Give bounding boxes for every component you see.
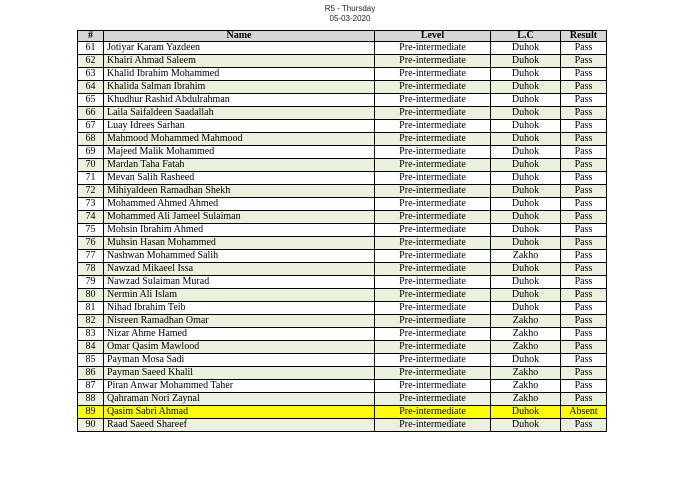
session-date: 05-03-2020 <box>329 14 371 23</box>
row-number: 72 <box>78 185 104 198</box>
exam-result: Absent <box>561 406 607 419</box>
exam-result: Pass <box>561 68 607 81</box>
exam-result: Pass <box>561 302 607 315</box>
student-name: Khalid Ibrahim Mohammed <box>104 68 375 81</box>
student-name: Mevan Salih Rasheed <box>104 172 375 185</box>
table-row <box>78 68 607 81</box>
student-level: Pre-intermediate <box>375 250 491 263</box>
exam-result: Pass <box>561 367 607 380</box>
learning-center: Duhok <box>491 211 561 224</box>
learning-center: Duhok <box>491 185 561 198</box>
row-number: 83 <box>78 328 104 341</box>
row-number: 69 <box>78 146 104 159</box>
learning-center: Duhok <box>491 354 561 367</box>
session-title: R5 - Thursday <box>324 4 376 13</box>
table-row <box>78 354 607 367</box>
student-level: Pre-intermediate <box>375 315 491 328</box>
student-level: Pre-intermediate <box>375 224 491 237</box>
student-name: Mihiyaldeen Ramadhan Shekh <box>104 185 375 198</box>
exam-result: Pass <box>561 42 607 55</box>
student-name: Khairi Ahmad Saleem <box>104 55 375 68</box>
student-name: Nihad Ibrahim Teib <box>104 302 375 315</box>
table-row <box>78 133 607 146</box>
learning-center: Duhok <box>491 172 561 185</box>
results-table <box>77 30 607 432</box>
exam-result: Pass <box>561 224 607 237</box>
student-name: Mohammed Ali Jameel Sulaiman <box>104 211 375 224</box>
student-name: Omar Qasim Mawlood <box>104 341 375 354</box>
exam-result: Pass <box>561 198 607 211</box>
student-level: Pre-intermediate <box>375 419 491 432</box>
column-header-number: # <box>78 31 104 42</box>
student-level: Pre-intermediate <box>375 328 491 341</box>
table-row <box>78 276 607 289</box>
table-row <box>78 146 607 159</box>
student-level: Pre-intermediate <box>375 302 491 315</box>
table-row <box>78 315 607 328</box>
table-row <box>78 42 607 55</box>
table-header-row <box>78 31 607 42</box>
table-row <box>78 55 607 68</box>
student-name: Nermin Ali Islam <box>104 289 375 302</box>
row-number: 81 <box>78 302 104 315</box>
student-name: Nizar Ahme Hamed <box>104 328 375 341</box>
row-number: 88 <box>78 393 104 406</box>
row-number: 76 <box>78 237 104 250</box>
row-number: 74 <box>78 211 104 224</box>
learning-center: Duhok <box>491 276 561 289</box>
exam-result: Pass <box>561 211 607 224</box>
table-row <box>78 198 607 211</box>
exam-result: Pass <box>561 133 607 146</box>
student-name: Qahraman Nori Zaynal <box>104 393 375 406</box>
learning-center: Duhok <box>491 55 561 68</box>
row-number: 80 <box>78 289 104 302</box>
table-row <box>78 393 607 406</box>
student-name: Khalida Salman Ibrahim <box>104 81 375 94</box>
row-number: 85 <box>78 354 104 367</box>
row-number: 71 <box>78 172 104 185</box>
student-name: Mahmood Mohammed Mahmood <box>104 133 375 146</box>
table-row <box>78 289 607 302</box>
student-level: Pre-intermediate <box>375 289 491 302</box>
learning-center: Zakho <box>491 250 561 263</box>
learning-center: Duhok <box>491 406 561 419</box>
student-level: Pre-intermediate <box>375 367 491 380</box>
table-row <box>78 406 607 419</box>
column-header-level: Level <box>375 31 491 42</box>
table-row <box>78 419 607 432</box>
row-number: 61 <box>78 42 104 55</box>
exam-result: Pass <box>561 276 607 289</box>
table-row <box>78 120 607 133</box>
table-row <box>78 250 607 263</box>
row-number: 73 <box>78 198 104 211</box>
student-level: Pre-intermediate <box>375 42 491 55</box>
learning-center: Duhok <box>491 42 561 55</box>
student-level: Pre-intermediate <box>375 380 491 393</box>
exam-result: Pass <box>561 393 607 406</box>
student-level: Pre-intermediate <box>375 107 491 120</box>
student-name: Mohammed Ahmed Ahmed <box>104 198 375 211</box>
table-row <box>78 107 607 120</box>
student-level: Pre-intermediate <box>375 94 491 107</box>
learning-center: Duhok <box>491 237 561 250</box>
exam-result: Pass <box>561 419 607 432</box>
student-level: Pre-intermediate <box>375 55 491 68</box>
column-header-result: Result <box>561 31 607 42</box>
exam-result: Pass <box>561 55 607 68</box>
learning-center: Duhok <box>491 224 561 237</box>
student-name: Qasim Sabri Ahmad <box>104 406 375 419</box>
student-name: Laila Saifaldeen Saadallah <box>104 107 375 120</box>
student-name: Piran Anwar Mohammed Taher <box>104 380 375 393</box>
row-number: 67 <box>78 120 104 133</box>
student-level: Pre-intermediate <box>375 263 491 276</box>
student-level: Pre-intermediate <box>375 185 491 198</box>
exam-result: Pass <box>561 81 607 94</box>
student-name: Muhsin Hasan Mohammed <box>104 237 375 250</box>
student-name: Payman Mosa Sadi <box>104 354 375 367</box>
exam-result: Pass <box>561 380 607 393</box>
row-number: 65 <box>78 94 104 107</box>
learning-center: Zakho <box>491 393 561 406</box>
learning-center: Duhok <box>491 263 561 276</box>
student-level: Pre-intermediate <box>375 81 491 94</box>
student-level: Pre-intermediate <box>375 237 491 250</box>
table-row <box>78 263 607 276</box>
learning-center: Duhok <box>491 68 561 81</box>
table-row <box>78 380 607 393</box>
row-number: 70 <box>78 159 104 172</box>
row-number: 77 <box>78 250 104 263</box>
row-number: 82 <box>78 315 104 328</box>
exam-result: Pass <box>561 185 607 198</box>
table-row <box>78 237 607 250</box>
exam-result: Pass <box>561 250 607 263</box>
student-name: Nashwan Mohammed Salih <box>104 250 375 263</box>
learning-center: Duhok <box>491 94 561 107</box>
row-number: 62 <box>78 55 104 68</box>
table-row <box>78 211 607 224</box>
student-name: Majeed Malik Mohammed <box>104 146 375 159</box>
student-level: Pre-intermediate <box>375 68 491 81</box>
learning-center: Zakho <box>491 341 561 354</box>
table-row <box>78 367 607 380</box>
student-level: Pre-intermediate <box>375 198 491 211</box>
row-number: 75 <box>78 224 104 237</box>
learning-center: Duhok <box>491 107 561 120</box>
row-number: 79 <box>78 276 104 289</box>
learning-center: Duhok <box>491 81 561 94</box>
learning-center: Duhok <box>491 159 561 172</box>
exam-result: Pass <box>561 263 607 276</box>
exam-result: Pass <box>561 94 607 107</box>
table-row <box>78 94 607 107</box>
learning-center: Duhok <box>491 133 561 146</box>
student-name: Jotiyar Karam Yazdeen <box>104 42 375 55</box>
student-name: Mohsin Ibrahim Ahmed <box>104 224 375 237</box>
student-name: Payman Saeed Khalil <box>104 367 375 380</box>
student-level: Pre-intermediate <box>375 276 491 289</box>
learning-center: Duhok <box>491 198 561 211</box>
learning-center: Duhok <box>491 289 561 302</box>
exam-result: Pass <box>561 289 607 302</box>
table-row <box>78 185 607 198</box>
exam-result: Pass <box>561 341 607 354</box>
student-name: Luay Idrees Sarhan <box>104 120 375 133</box>
row-number: 66 <box>78 107 104 120</box>
student-level: Pre-intermediate <box>375 159 491 172</box>
student-level: Pre-intermediate <box>375 133 491 146</box>
table-row <box>78 302 607 315</box>
row-number: 87 <box>78 380 104 393</box>
table-row <box>78 81 607 94</box>
student-name: Mardan Taha Fatah <box>104 159 375 172</box>
table-row <box>78 224 607 237</box>
row-number: 78 <box>78 263 104 276</box>
student-level: Pre-intermediate <box>375 146 491 159</box>
exam-result: Pass <box>561 159 607 172</box>
exam-result: Pass <box>561 120 607 133</box>
row-number: 64 <box>78 81 104 94</box>
exam-result: Pass <box>561 328 607 341</box>
exam-result: Pass <box>561 146 607 159</box>
row-number: 90 <box>78 419 104 432</box>
student-level: Pre-intermediate <box>375 341 491 354</box>
student-name: Nisreen Ramadhan Omar <box>104 315 375 328</box>
table-row <box>78 328 607 341</box>
student-name: Nawzad Mikaeel Issa <box>104 263 375 276</box>
learning-center: Duhok <box>491 146 561 159</box>
learning-center: Zakho <box>491 367 561 380</box>
column-header-lc: L.C <box>491 31 561 42</box>
student-level: Pre-intermediate <box>375 406 491 419</box>
student-level: Pre-intermediate <box>375 211 491 224</box>
student-name: Raad Saeed Shareef <box>104 419 375 432</box>
exam-result: Pass <box>561 354 607 367</box>
exam-result: Pass <box>561 237 607 250</box>
table-row <box>78 341 607 354</box>
row-number: 84 <box>78 341 104 354</box>
student-level: Pre-intermediate <box>375 120 491 133</box>
learning-center: Duhok <box>491 302 561 315</box>
learning-center: Zakho <box>491 315 561 328</box>
learning-center: Zakho <box>491 328 561 341</box>
exam-result: Pass <box>561 107 607 120</box>
learning-center: Zakho <box>491 380 561 393</box>
row-number: 86 <box>78 367 104 380</box>
row-number: 68 <box>78 133 104 146</box>
exam-result: Pass <box>561 172 607 185</box>
table-row <box>78 172 607 185</box>
table-row <box>78 159 607 172</box>
student-name: Khudhur Rashid Abdulrahman <box>104 94 375 107</box>
student-level: Pre-intermediate <box>375 354 491 367</box>
row-number: 89 <box>78 406 104 419</box>
learning-center: Duhok <box>491 120 561 133</box>
exam-result: Pass <box>561 315 607 328</box>
learning-center: Duhok <box>491 419 561 432</box>
column-header-name: Name <box>104 31 375 42</box>
student-level: Pre-intermediate <box>375 393 491 406</box>
row-number: 63 <box>78 68 104 81</box>
student-name: Nawzad Sulaiman Murad <box>104 276 375 289</box>
student-level: Pre-intermediate <box>375 172 491 185</box>
